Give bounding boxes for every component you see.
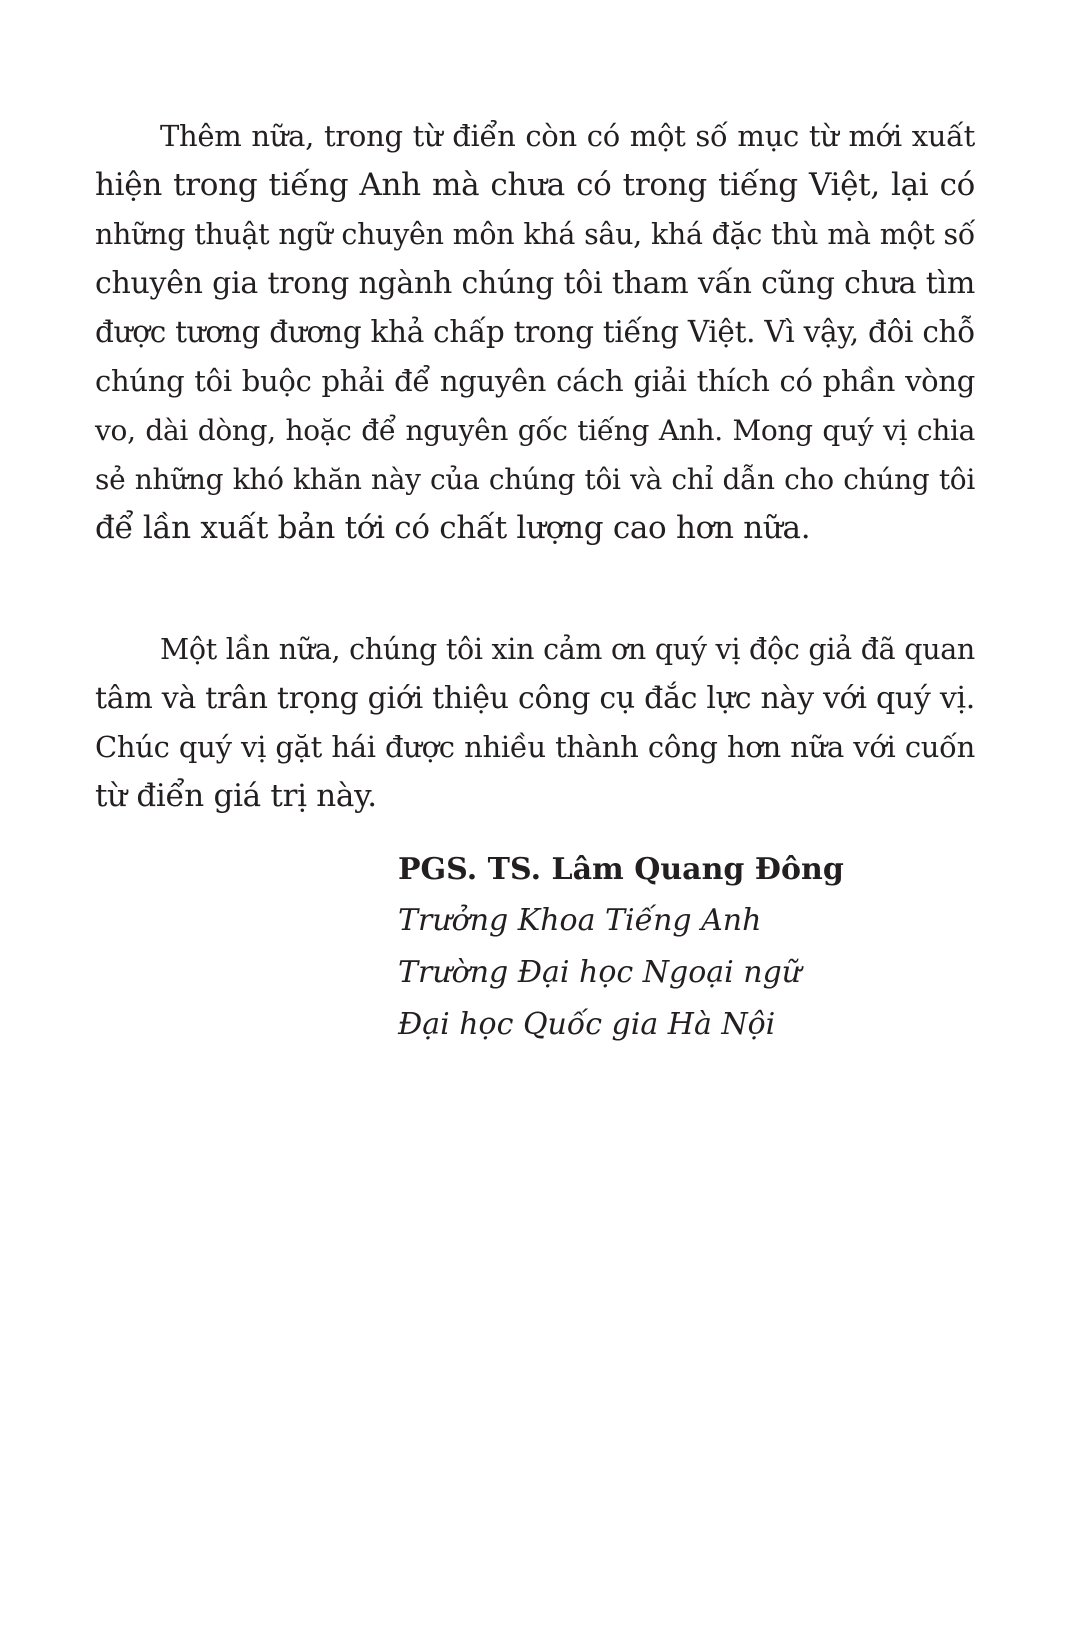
- paragraph-line: sẻ những khó khăn này của chúng tôi và chỉ dẫn cho chúng tôi: [95, 463, 975, 496]
- paragraph-line: những thuật ngữ chuyên môn khá sâu, khá đặc thù mà một số: [95, 218, 975, 251]
- body-paragraph-2: [95, 625, 975, 821]
- signatory-name: PGS. TS. Lâm Quang Đông: [398, 852, 844, 887]
- paragraph-line: chúng tôi buộc phải để nguyên cách giải thích có phần vòng: [95, 364, 975, 398]
- paragraph-line: được tương đương khả chấp trong tiếng Việt. Vì vậy, đôi chỗ: [95, 315, 975, 349]
- paragraph-line: Thêm nữa, trong từ điển còn có một số mục từ mới xuất: [160, 119, 975, 153]
- body-paragraph-1: [95, 112, 975, 553]
- paragraph-line: vo, dài dòng, hoặc để nguyên gốc tiếng Anh. Mong quý vị chia: [95, 414, 975, 447]
- paragraph-line: tâm và trân trọng giới thiệu công cụ đắc lực này với quý vị.: [95, 681, 975, 716]
- signatory-school: Trường Đại học Ngoại ngữ: [398, 955, 802, 990]
- paragraph-line: hiện trong tiếng Anh mà chưa có trong tiếng Việt, lại có: [95, 167, 975, 203]
- signatory-university: Đại học Quốc gia Hà Nội: [398, 1007, 776, 1042]
- paragraph-line: Chúc quý vị gặt hái được nhiều thành công hơn nữa với cuốn: [95, 730, 975, 764]
- paragraph-line: Một lần nữa, chúng tôi xin cảm ơn quý vị độc giả đã quan: [160, 633, 975, 666]
- paragraph-line: chuyên gia trong ngành chúng tôi tham vấn cũng chưa tìm: [95, 266, 975, 301]
- signature-block: [398, 845, 958, 1051]
- paragraph-line: từ điển giá trị này.: [95, 778, 377, 814]
- signatory-position: Trưởng Khoa Tiếng Anh: [398, 903, 762, 938]
- paragraph-line: để lần xuất bản tới có chất lượng cao hơn nữa.: [95, 510, 811, 546]
